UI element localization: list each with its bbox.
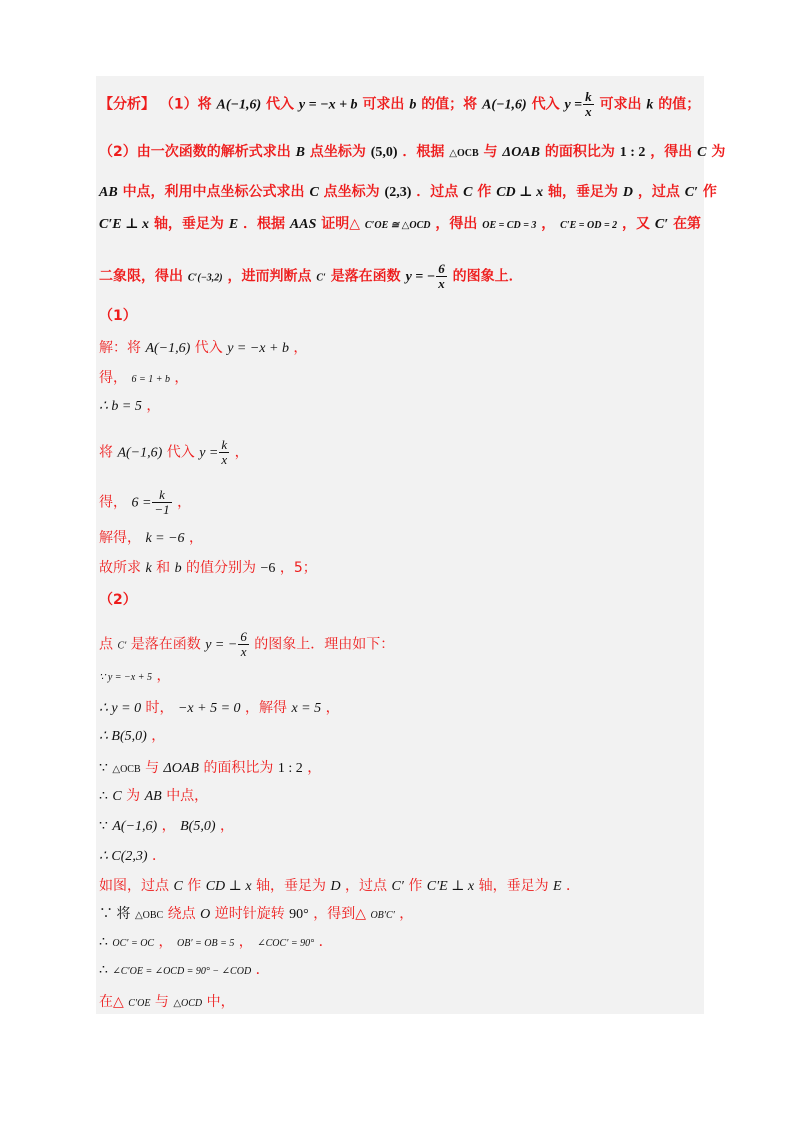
text: ，5； [279, 560, 317, 576]
step-11 [99, 726, 165, 747]
equation: x = 5 [291, 701, 322, 716]
text: ，又 [622, 216, 651, 232]
text: 作 [408, 878, 423, 894]
text: （1） [99, 308, 137, 324]
text: 与 [145, 760, 160, 776]
text: 轴，垂足为 [478, 878, 549, 894]
step-17 [99, 904, 413, 926]
step-8 [99, 630, 394, 659]
therefore-symbol: ∴ [99, 935, 108, 950]
text: ，得到△ [313, 906, 366, 922]
six-over-x-fraction: $\frac{6}{x}$ [438, 261, 445, 291]
point-cprime-label: C′ [684, 185, 698, 200]
text: （2） [99, 592, 137, 608]
line-equation: y = −x + b [227, 341, 289, 356]
text: 得， [99, 370, 127, 386]
text: 作 [702, 184, 717, 200]
step-13 [99, 786, 208, 807]
text: ，得出 [650, 144, 693, 160]
point-c-label: C [309, 185, 319, 200]
text: 证明△ [321, 216, 361, 232]
perp-cd: CD ⊥ x [496, 185, 544, 200]
text: ． [152, 848, 167, 864]
text: 与 [154, 994, 169, 1010]
y-equals-neg: y = − [405, 269, 436, 285]
text: 的面积比为 [203, 760, 274, 776]
coord-cprime: C′(−3,2) [187, 272, 223, 284]
text: ， [146, 398, 161, 414]
analysis-line-5 [99, 262, 523, 291]
text: 是落在函数 [330, 268, 401, 285]
equation: OC′ = OC [112, 938, 155, 949]
point-d-label: D [330, 879, 341, 894]
equation: ∴ y = 0 [99, 701, 142, 716]
triangle-coe: C′OE [128, 998, 151, 1009]
six-over-x-fraction: $\frac{6}{x}$ [240, 629, 247, 659]
text: 的图象上．理由如下： [254, 636, 395, 653]
analysis-line-1 [99, 90, 700, 119]
text: ．根据 [402, 144, 445, 160]
step-1 [99, 338, 307, 359]
analysis-line-4 [99, 214, 701, 236]
text: 得， [99, 494, 127, 511]
step-16 [99, 876, 580, 897]
triangle-obc-prime: OB′C′ [370, 910, 395, 921]
text: 为 [126, 788, 141, 804]
text: 点 [99, 636, 113, 653]
find-k-text: 可求出 [599, 96, 642, 113]
equation: ∴ b = 5 [99, 399, 142, 414]
eq-oe: OE = CD = 3 [482, 220, 537, 231]
text: 作 [477, 184, 492, 200]
value-sep-text: 的值；将 [421, 96, 478, 113]
equation: ∵ y = −x + 5 [99, 672, 152, 683]
equation: OB′ = OB = 5 [177, 938, 235, 949]
point-a: A(−1,6) [145, 341, 191, 356]
aas: AAS [289, 217, 317, 232]
text: ，过点 [345, 878, 388, 894]
step-6 [99, 528, 203, 549]
text: 作 [187, 878, 202, 894]
text: 将 [99, 444, 113, 461]
point-cprime-label: C′ [117, 640, 127, 652]
step-2 [99, 368, 188, 390]
text: ， [399, 906, 414, 922]
triangle-oab: ΔOAB [502, 145, 540, 160]
line-equation: y = −x + b [298, 97, 358, 113]
point-c-label: C [697, 145, 707, 160]
equation: k = −6 [145, 531, 185, 546]
text: 绕点 [167, 906, 196, 922]
analysis-line-3 [99, 182, 717, 203]
text: ． [318, 934, 333, 950]
y-equals-neg: y = − [205, 637, 238, 653]
ratio: 1 : 2 [277, 761, 303, 776]
point-a: A(−1,6) [112, 819, 158, 834]
find-b-text: 可求出 [362, 96, 405, 113]
substitute-text-2: 代入 [531, 96, 560, 113]
step-5 [99, 488, 191, 517]
perp-ce: C′E ⊥ x [426, 879, 475, 894]
text: 在第 [673, 216, 702, 232]
text: 在△ [99, 994, 124, 1010]
part1-heading [99, 306, 137, 326]
coord-b: (5,0) [370, 145, 398, 160]
text: 解：将 [99, 340, 141, 356]
value: −6 [260, 561, 276, 576]
step-10 [99, 698, 340, 719]
eq-ce: C′E = OD = 2 [560, 220, 618, 231]
text: 的值分别为 [186, 560, 257, 576]
perp-cd: CD ⊥ x [205, 879, 252, 894]
part2-heading [99, 590, 137, 610]
part1-label: （1）将 [159, 96, 212, 113]
var-k: k [145, 561, 152, 576]
text: ， [174, 370, 189, 386]
step-12 [99, 758, 321, 780]
because-symbol: ∵ [99, 761, 108, 776]
text: 的图象上． [452, 268, 523, 285]
point-a: A(−1,6) [117, 445, 163, 461]
point-e-label: E [228, 217, 239, 232]
point-cprime-label: C′ [654, 217, 669, 232]
triangle-ocb: △OCB [449, 148, 479, 159]
point-a-2: A(−1,6) [482, 97, 527, 113]
step-18 [99, 932, 333, 954]
step-4 [99, 438, 249, 467]
text: ． [255, 962, 270, 978]
triangle-obc: △OBC [134, 910, 164, 921]
text: 中点， [166, 788, 209, 804]
text: ， [293, 340, 308, 356]
therefore-symbol: ∴ [99, 789, 108, 804]
point-o-label: O [200, 907, 211, 922]
text: ，解得 [245, 700, 287, 716]
triangle-ocd: △OCD [173, 998, 203, 1009]
text: ， [177, 494, 192, 511]
point-d-label: D [622, 185, 633, 200]
analysis-tag: 【分析】 [99, 96, 155, 113]
text: ．过点 [416, 184, 459, 200]
point-c-label: C [463, 185, 473, 200]
point-b-label: B [295, 145, 305, 160]
text: 代入 [194, 340, 223, 356]
y-equals: y = [199, 445, 219, 461]
perp-ce: C′E ⊥ x [99, 217, 150, 232]
text: 是落在函数 [130, 636, 201, 653]
k-over-neg1-fraction: $\frac{k}{-1}$ [154, 487, 170, 517]
equation: ∠C′OE = ∠OCD = 90° − ∠COD [112, 966, 252, 977]
segment-ab: AB [144, 789, 162, 804]
text: ，过点 [637, 184, 680, 200]
triangle-ocb: △OCB [112, 764, 141, 775]
text: 轴，垂足为 [255, 878, 326, 894]
text: 轴，垂足为 [547, 184, 618, 200]
var-k: k [646, 97, 654, 113]
point-cprime-label: C′ [316, 272, 326, 284]
text: ， [238, 934, 253, 950]
text: 故所求 [99, 560, 141, 576]
angle-value: 90° [289, 907, 309, 922]
point-b: B(5,0) [180, 819, 216, 834]
text: 二象限，得出 [99, 268, 183, 285]
step-7 [99, 558, 317, 579]
segment-ab: AB [99, 185, 118, 200]
text: 如图，过点 [99, 878, 169, 894]
because-text: ∵ 将 [99, 907, 131, 922]
var-b: b [409, 97, 417, 113]
point-c-label: C [112, 789, 122, 804]
text: ， [307, 760, 322, 776]
text: 中， [206, 994, 235, 1010]
equation: 6 = 1 + b [131, 374, 170, 385]
text: ， [161, 818, 176, 834]
var-b: b [174, 561, 182, 576]
point-a: A(−1,6) [216, 97, 262, 113]
step-15 [99, 846, 166, 867]
congruence: C′OE ≅ △OCD [364, 220, 431, 231]
text: ， [156, 668, 171, 684]
substitute-text: 代入 [266, 96, 295, 113]
k-over-x-fraction: $\frac{k}{x}$ [585, 89, 592, 119]
equation: ∴ B(5,0) [99, 729, 147, 744]
therefore-symbol: ∴ [99, 963, 108, 978]
text: ， [541, 216, 556, 232]
ratio: 1 : 2 [619, 145, 646, 160]
text: 时， [145, 700, 174, 716]
text: 为 [711, 144, 726, 160]
coord-c: (2,3) [384, 185, 412, 200]
y-equals: y = [564, 97, 583, 113]
text: ， [158, 934, 173, 950]
text: 解得， [99, 530, 141, 546]
text: 代入 [166, 444, 195, 461]
equation: ∠COC′ = 90° [257, 938, 315, 949]
step-19 [99, 960, 270, 982]
six-equals: 6 = [131, 495, 152, 511]
text: 的面积比为 [544, 144, 615, 160]
step-14 [99, 816, 234, 837]
step-9 [99, 666, 170, 688]
equation: −x + 5 = 0 [177, 701, 241, 716]
text: ， [234, 444, 249, 461]
equation: ∴ C(2,3) [99, 849, 148, 864]
text: ． [566, 878, 581, 894]
text: ．根据 [243, 216, 286, 232]
text: 逆时针旋转 [214, 906, 285, 922]
text: ， [189, 530, 204, 546]
point-e-label: E [553, 879, 562, 894]
k-over-x-fraction: $\frac{k}{x}$ [221, 437, 228, 467]
text: ， [219, 818, 234, 834]
text: 点坐标为 [323, 184, 380, 200]
text: 中点，利用中点坐标公式求出 [122, 184, 305, 200]
text: 轴，垂足为 [153, 216, 224, 232]
text: ， [151, 728, 166, 744]
step-20 [99, 992, 235, 1014]
text: ，得出 [435, 216, 478, 232]
point-c-label: C [173, 879, 183, 894]
value-end-text: 的值； [658, 96, 701, 113]
text: （2）由一次函数的解析式求出 [99, 144, 291, 160]
step-3 [99, 396, 160, 417]
because-symbol: ∵ [99, 819, 108, 834]
text: ，进而判断点 [227, 268, 312, 285]
triangle-oab: ΔOAB [163, 761, 199, 776]
text: 与 [483, 144, 498, 160]
text: 和 [156, 560, 171, 576]
text: ， [325, 700, 340, 716]
text: 点坐标为 [309, 144, 366, 160]
point-cprime-label: C′ [391, 879, 404, 894]
analysis-line-2 [99, 142, 725, 164]
